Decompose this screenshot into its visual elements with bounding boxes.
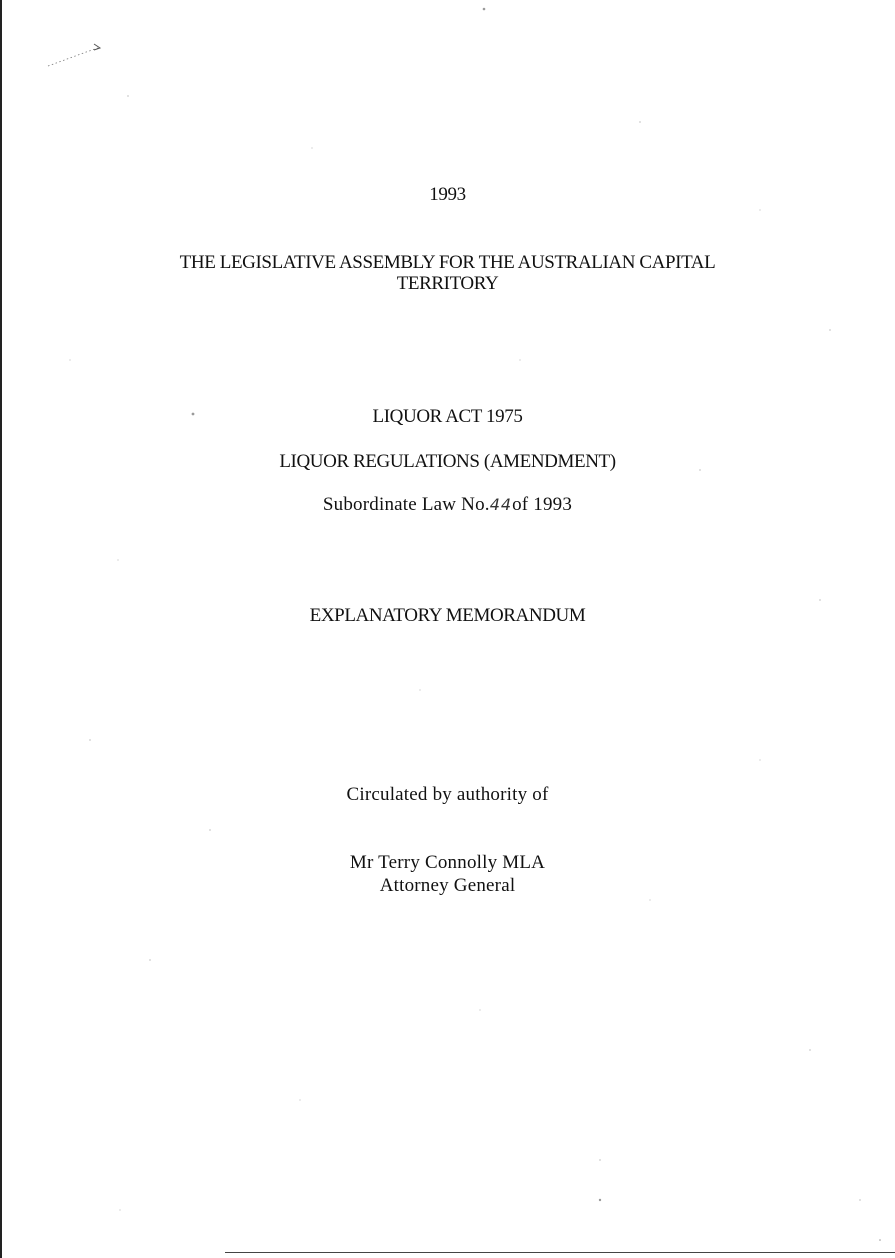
subordinate-law-line <box>0 494 895 516</box>
regulations-title: LIQUOR REGULATIONS (AMENDMENT) <box>279 451 616 472</box>
subordinate-law-suffix: of 1993 <box>512 494 573 515</box>
subordinate-law-number: 44 <box>489 495 513 514</box>
memorandum-title: EXPLANATORY MEMORANDUM <box>309 605 586 626</box>
subordinate-law-prefix: Subordinate Law No. <box>322 494 490 515</box>
minister-name: Mr Terry Connolly MLA <box>349 852 546 873</box>
assembly-heading-line-1: THE LEGISLATIVE ASSEMBLY FOR THE AUSTRALIAN CAPITAL <box>179 252 716 273</box>
minister-title: Attorney General <box>379 875 516 896</box>
assembly-heading-line-2: TERRITORY <box>396 273 499 294</box>
page-bottom-edge <box>225 1252 895 1253</box>
document-year: 1993 <box>429 184 466 205</box>
circulated-by: Circulated by authority of <box>346 784 549 805</box>
scan-mark-icon <box>40 40 110 70</box>
act-title: LIQUOR ACT 1975 <box>372 406 523 427</box>
